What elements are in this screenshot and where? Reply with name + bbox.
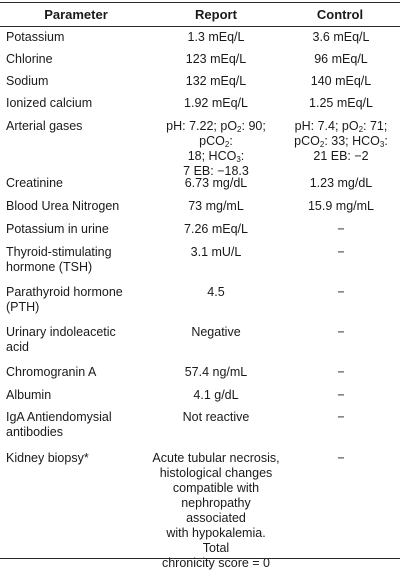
report-cell: 1.3 mEq/L: [187, 30, 245, 44]
table-header-row: [0, 4, 400, 26]
parameter-cell: Parathyroid hormone (PTH): [6, 285, 123, 314]
parameter-cell: Blood Urea Nitrogen: [6, 199, 120, 213]
parameter-cell: Sodium: [6, 74, 49, 88]
table-header-rule: [0, 26, 400, 27]
parameter-cell: Potassium: [6, 30, 65, 44]
parameter-cell: Arterial gases: [6, 119, 83, 133]
control-cell: 140 mEq/L: [310, 74, 372, 88]
parameter-cell: Ionized calcium: [6, 96, 93, 110]
control-cell: pH: 7.4; $pO_2$: 71; pCO$_2$: 33; $HCO_3$: 21 EB: −2: [294, 119, 388, 163]
control-cell: −: [337, 325, 345, 339]
control-cell: −: [337, 410, 345, 424]
report-cell: 73 mg/mL: [188, 199, 244, 213]
header-report: Report: [195, 7, 237, 22]
report-cell: 4.1 g/dL: [193, 388, 239, 402]
parameter-cell: Chlorine: [6, 52, 53, 66]
report-cell: Acute tubular necrosis, histological changes compatible with nephropathy associated with hypokalemia. Total chronicity score = 0: [152, 451, 280, 570]
control-cell: −: [337, 388, 345, 402]
report-cell: 1.92 mEq/L: [184, 96, 248, 110]
report-cell: Negative: [191, 325, 241, 339]
control-cell: 15.9 mg/mL: [307, 199, 374, 213]
control-cell: −: [337, 285, 345, 299]
parameter-cell: Potassium in urine: [6, 222, 109, 236]
report-cell: 132 mEq/L: [185, 74, 247, 88]
report-cell: Not reactive: [182, 410, 250, 424]
parameter-cell: Urinary indoleacetic acid: [6, 325, 116, 354]
control-cell: −: [337, 245, 345, 259]
parameter-cell: IgA Antiendomysial antibodies: [6, 410, 112, 439]
report-cell: 7.26 mEq/L: [184, 222, 248, 236]
report-cell: 123 mEq/L: [185, 52, 247, 66]
table-bottom-rule: [0, 558, 400, 559]
parameter-cell: Kidney biopsy*: [6, 451, 89, 465]
control-cell: −: [337, 451, 345, 465]
control-cell: 96 mEq/L: [314, 52, 368, 66]
parameter-cell: Thyroid-stimulating hormone (TSH): [6, 245, 112, 274]
report-cell: 6.73 mg/dL: [184, 176, 248, 190]
parameter-cell: Creatinine: [6, 176, 63, 190]
parameter-cell: Albumin: [6, 388, 52, 402]
control-cell: 1.25 mEq/L: [309, 96, 373, 110]
control-cell: −: [337, 365, 345, 379]
header-parameter: Parameter: [44, 7, 108, 22]
report-cell: 57.4 ng/mL: [184, 365, 248, 379]
report-cell: pH: 7.22; $pO_2$: 90; pCO$_2$: 18; $HCO_3$: 7 EB: −18.3: [166, 119, 266, 178]
table-top-rule: [0, 2, 400, 3]
control-cell: 1.23 mg/dL: [309, 176, 373, 190]
header-control: Control: [316, 7, 364, 22]
control-cell: −: [337, 222, 345, 236]
parameter-cell: Chromogranin A: [6, 365, 97, 379]
report-cell: 4.5: [207, 285, 225, 299]
control-cell: 3.6 mEq/L: [312, 30, 370, 44]
report-cell: 3.1 mU/L: [190, 245, 242, 259]
